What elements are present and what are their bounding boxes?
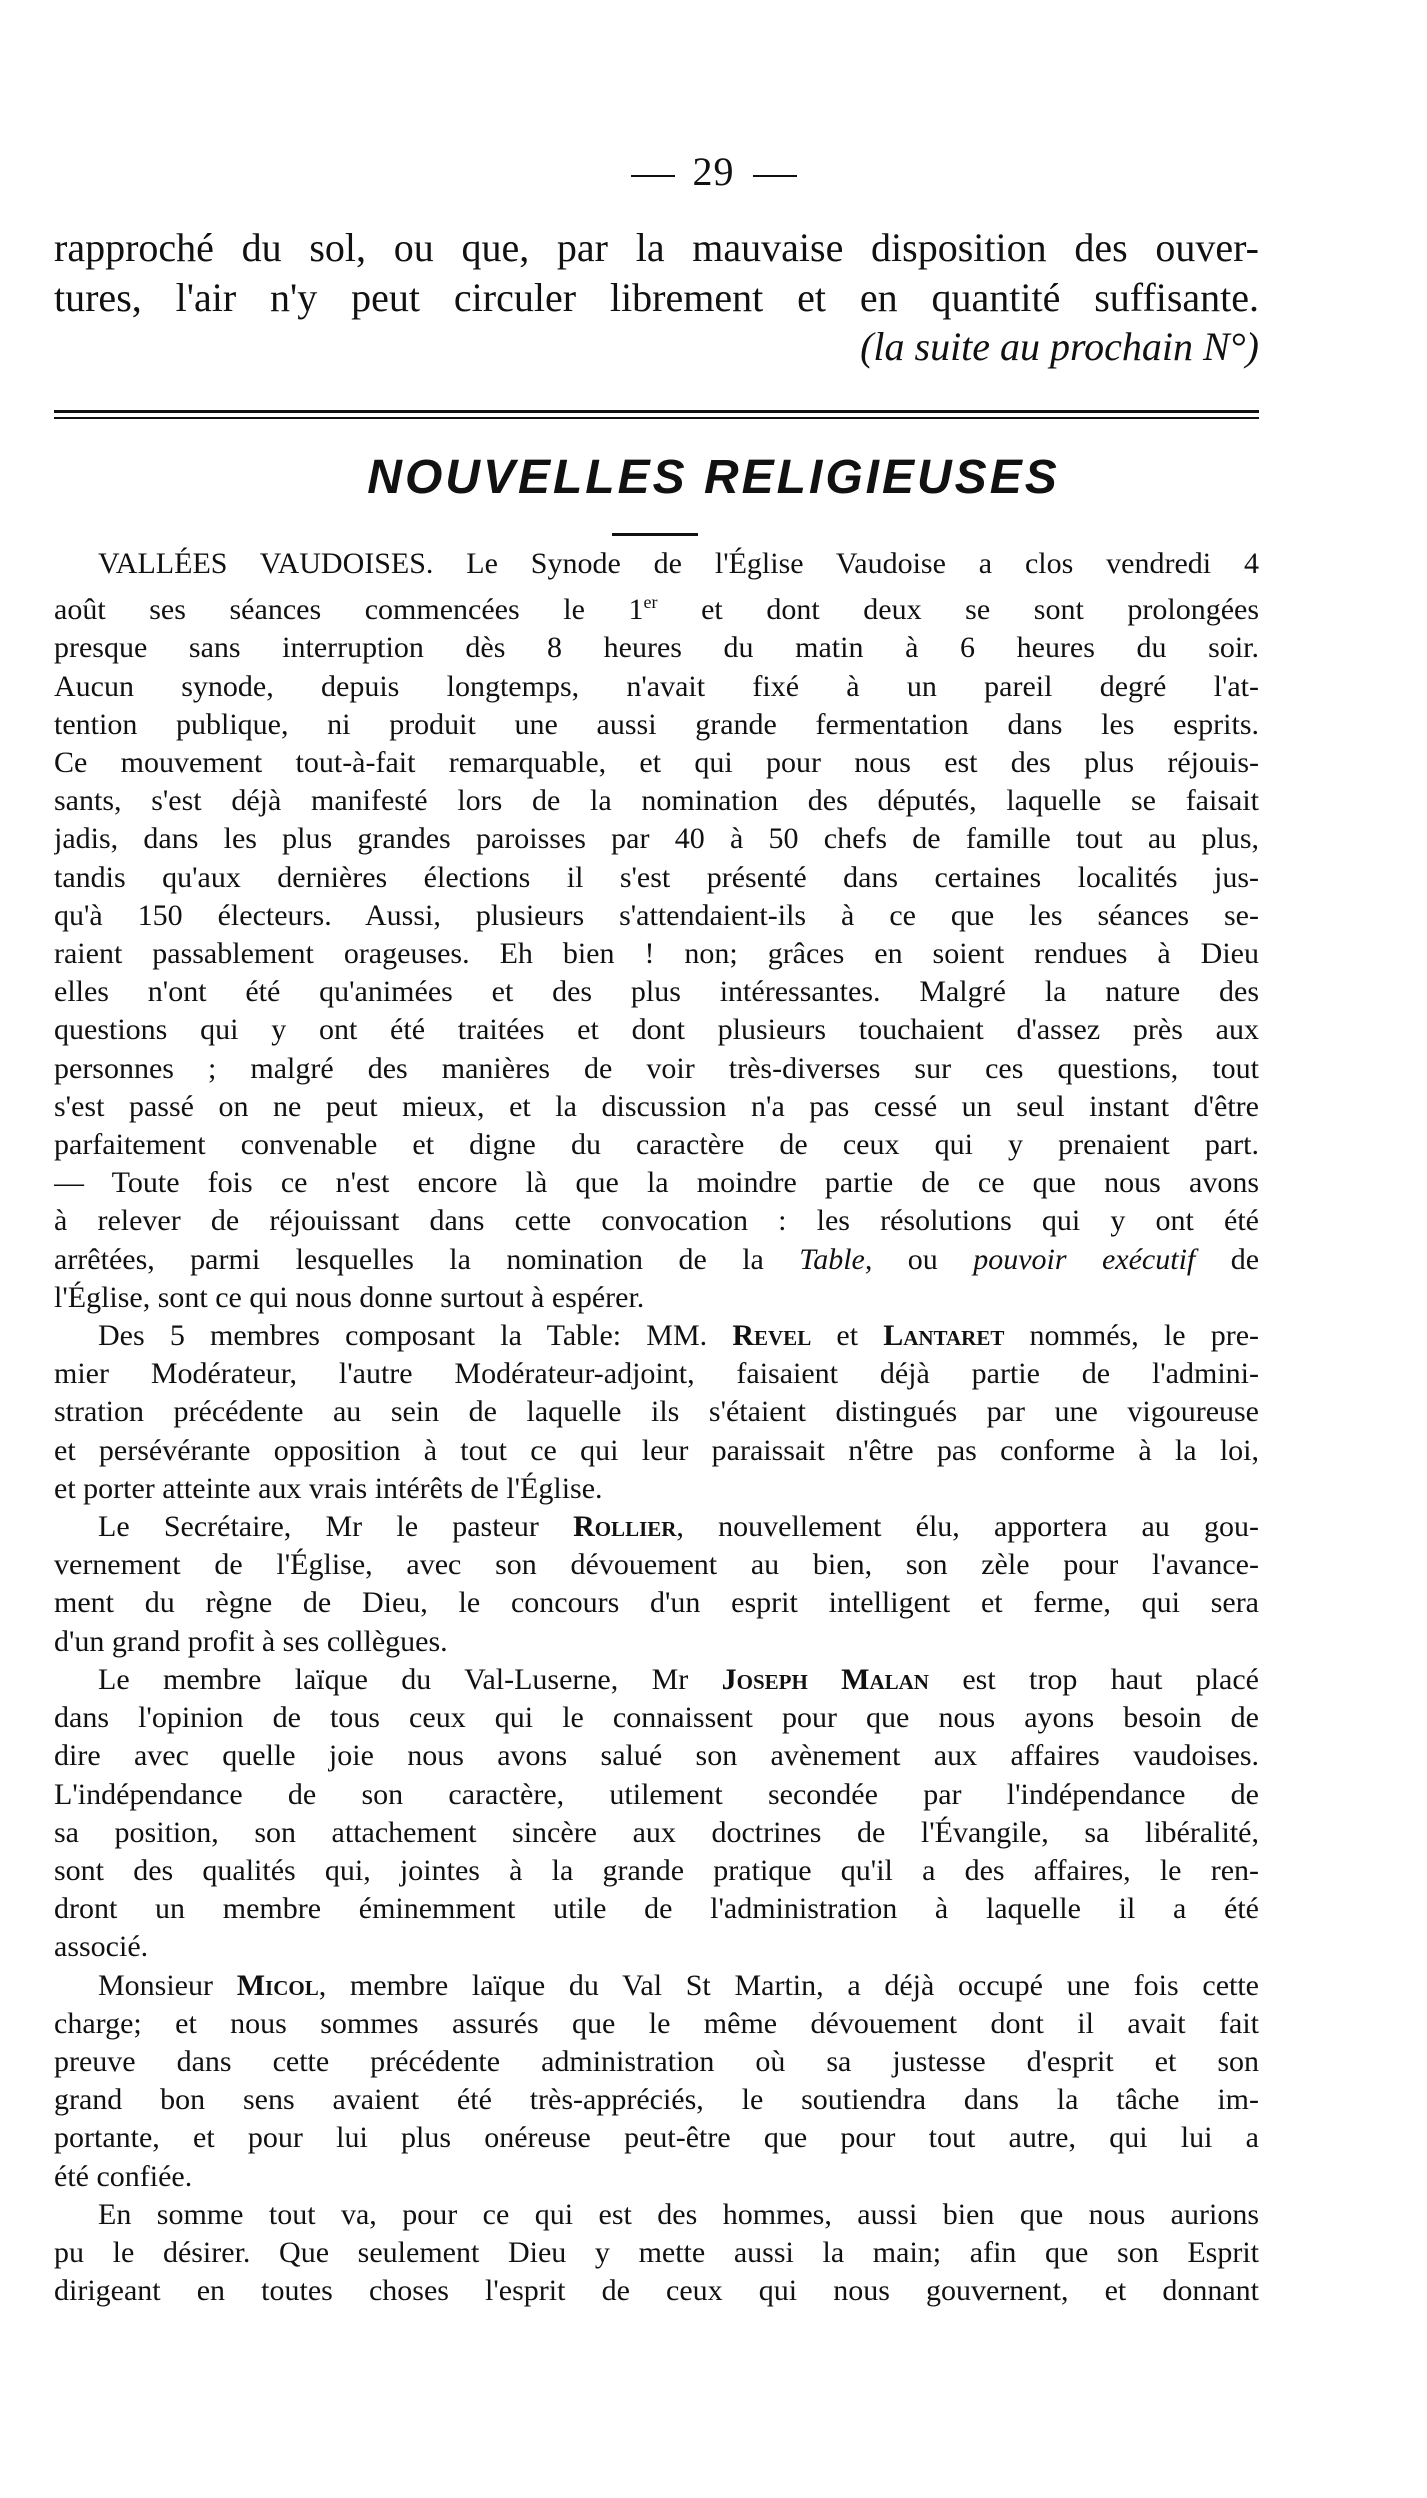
text-line: personnes ; malgré des manières de voir très-diverses sur ces questions, tout: [54, 1051, 1259, 1085]
text-line: tures, l'air n'y peut circuler librement et en quantité suffisante.: [54, 275, 1259, 320]
text-line: mier Modérateur, l'autre Modérateur-adjoint, faisaient déjà partie de l'admini-: [54, 1357, 1259, 1391]
continuation-note: (la suite au prochain N°): [860, 324, 1259, 369]
text-line: août ses séances commencées le 1er et dont deux se sont prolongées: [54, 592, 1259, 627]
text-line: qu'à 150 électeurs. Aussi, plusieurs s'attendaient-ils à ce que les séances se-: [54, 898, 1259, 932]
text-line: elles n'ont été qu'animées et des plus intéressantes. Malgré la nature des: [54, 975, 1259, 1009]
divider-rule: [54, 417, 1259, 419]
text-line: et persévérante opposition à tout ce qui leur paraissait n'être pas conforme à la loi,: [54, 1433, 1259, 1467]
text-line: sants, s'est déjà manifesté lors de la nomination des députés, laquelle se faisait: [54, 784, 1259, 818]
page-number-dash-right: [753, 175, 797, 177]
text-line: dront un membre éminemment utile de l'administration à laquelle il a été: [54, 1892, 1259, 1926]
page-number-value: 29: [692, 149, 735, 194]
text-line: charge; et nous sommes assurés que le même dévouement dont il avait fait: [54, 2006, 1259, 2040]
text-line: dirigeant en toutes choses l'esprit de ceux qui nous gouvernent, et donnant: [54, 2274, 1259, 2308]
text-line: d'un grand profit à ses collègues.: [54, 1624, 448, 1658]
text-line: tandis qu'aux dernières élections il s'est présenté dans certaines localités jus-: [54, 860, 1259, 894]
text-line: Le membre laïque du Val-Luserne, Mr Joseph Malan est trop haut placé: [98, 1662, 1259, 1696]
text-line: dire avec quelle joie nous avons salué son avènement aux affaires vaudoises.: [54, 1739, 1259, 1773]
text-line: arrêtées, parmi lesquelles la nomination de la Table, ou pouvoir exécutif de: [54, 1242, 1259, 1276]
text-line: à relever de réjouissant dans cette convocation : les résolutions qui y ont été: [54, 1204, 1259, 1238]
text-line: presque sans interruption dès 8 heures du matin à 6 heures du soir.: [54, 631, 1259, 665]
text-line: l'Église, sont ce qui nous donne surtout à espérer.: [54, 1280, 645, 1314]
previous-article-text: [54, 223, 1259, 373]
text-line: été confiée.: [54, 2159, 193, 2193]
text-line: L'indépendance de son caractère, utilement secondée par l'indépendance de: [54, 1777, 1259, 1811]
text-line: parfaitement convenable et digne du caractère de ceux qui y prenaient part.: [54, 1128, 1259, 1162]
text-line: Le Secrétaire, Mr le pasteur Rollier, nouvellement élu, apportera au gou-: [98, 1510, 1259, 1544]
text-line: — Toute fois ce n'est encore là que la moindre partie de ce que nous avons: [54, 1166, 1259, 1200]
text-line: grand bon sens avaient été très-appréciés, le soutiendra dans la tâche im-: [54, 2083, 1259, 2117]
text-line: Monsieur Micol, membre laïque du Val St Martin, a déjà occupé une fois cette: [98, 1968, 1259, 2002]
text-line: VALLÉES VAUDOISES. Le Synode de l'Église Vaudoise a clos vendredi 4: [98, 547, 1259, 580]
text-line: preuve dans cette précédente administration où sa justesse d'esprit et son: [54, 2044, 1259, 2078]
text-line: Ce mouvement tout-à-fait remarquable, et qui pour nous est des plus réjouis-: [54, 746, 1259, 780]
text-line: associé.: [54, 1930, 149, 1964]
article-body: [54, 545, 1259, 2310]
text-line: sa position, son attachement sincère aux doctrines de l'Évangile, sa libéralité,: [54, 1815, 1259, 1849]
text-line: portante, et pour lui plus onéreuse peut-être que pour tout autre, qui lui a: [54, 2121, 1259, 2155]
text-line: tention publique, ni produit une aussi grande fermentation dans les esprits.: [54, 707, 1259, 741]
text-line: vernement de l'Église, avec son dévouement au bien, son zèle pour l'avance-: [54, 1548, 1259, 1582]
text-line: s'est passé on ne peut mieux, et la discussion n'a pas cessé un seul instant d'être: [54, 1089, 1259, 1123]
text-line: sont des qualités qui, jointes à la grande pratique qu'il a des affaires, le ren-: [54, 1853, 1259, 1887]
section-title: NOUVELLES RELIGIEUSES: [367, 451, 1060, 504]
page-number-dash-left: [631, 175, 675, 177]
text-line: Des 5 membres composant la Table: MM. Revel et Lantaret nommés, le pre-: [98, 1319, 1259, 1353]
text-line: raient passablement orageuses. Eh bien ! non; grâces en soient rendues à Dieu: [54, 937, 1259, 971]
text-line: jadis, dans les plus grandes paroisses par 40 à 50 chefs de famille tout au plus,: [54, 822, 1259, 856]
text-line: Aucun synode, depuis longtemps, n'avait fixé à un pareil degré l'at-: [54, 669, 1259, 703]
text-line: stration précédente au sein de laquelle ils s'étaient distingués par une vigoureuse: [54, 1395, 1259, 1429]
text-line: ment du règne de Dieu, le concours d'un esprit intelligent et ferme, qui sera: [54, 1586, 1259, 1620]
text-line: rapproché du sol, ou que, par la mauvaise disposition des ouver-: [54, 225, 1259, 270]
text-line: dans l'opinion de tous ceux qui le connaissent pour que nous ayons besoin de: [54, 1701, 1259, 1735]
text-line: et porter atteinte aux vrais intérêts de l'Église.: [54, 1471, 603, 1505]
text-line: questions qui y ont été traitées et dont plusieurs touchaient d'assez près aux: [54, 1013, 1259, 1047]
page-number: [0, 148, 1427, 195]
title-rule: [612, 533, 698, 536]
text-line: En somme tout va, pour ce qui est des hommes, aussi bien que nous aurions: [98, 2197, 1259, 2231]
section-divider: [54, 410, 1259, 423]
text-line: pu le désirer. Que seulement Dieu y mette aussi la main; afin que son Esprit: [54, 2235, 1259, 2269]
divider-rule: [54, 410, 1259, 413]
